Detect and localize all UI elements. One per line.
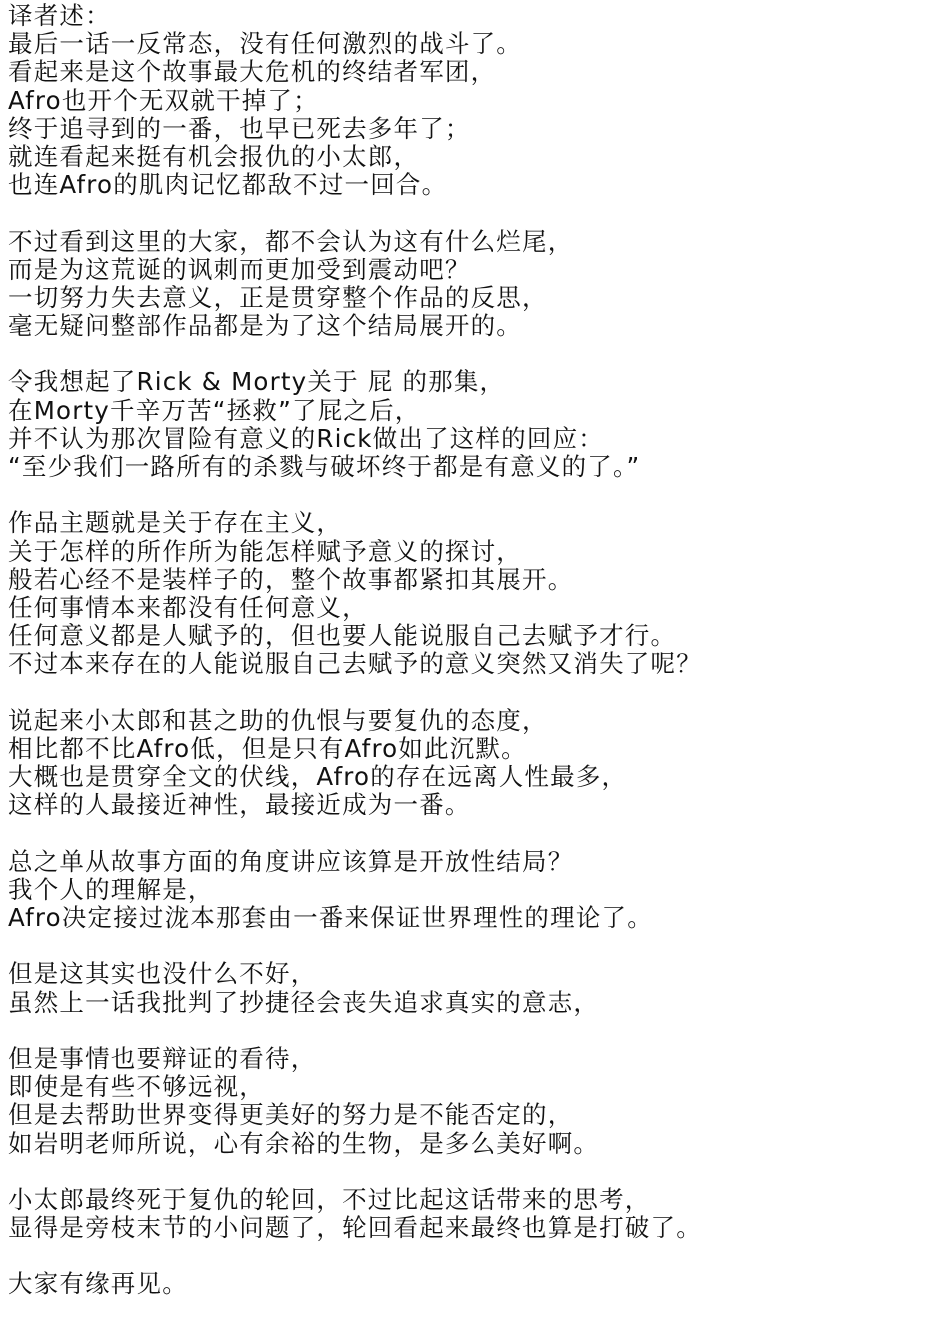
paragraph-gap bbox=[8, 1158, 933, 1186]
text-line: 我个人的理解是， bbox=[8, 874, 214, 904]
paragraph-6 bbox=[8, 848, 933, 933]
text-line: 终于追寻到的一番，也早已死去多年了； bbox=[8, 113, 471, 143]
text-line: 最后一话一反常态，没有任何激烈的战斗了。 bbox=[8, 29, 522, 59]
text-line: Afro也开个无双就干掉了； bbox=[8, 85, 319, 115]
text-line: 不过本来存在的人能说服自己去赋予的意义突然又消失了呢？ bbox=[8, 649, 702, 679]
text-line: 一切努力失去意义，正是贯穿整个作品的反思， bbox=[8, 282, 548, 312]
translator-note bbox=[8, 2, 933, 1299]
text-line: 看起来是这个故事最大危机的终结者军团， bbox=[8, 57, 497, 87]
note-title: 译者述： bbox=[8, 1, 111, 30]
text-line: 这样的人最接近神性，最接近成为一番。 bbox=[8, 790, 471, 820]
text-line: 小太郎最终死于复仇的轮回，不过比起这话带来的思考， bbox=[8, 1184, 651, 1214]
paragraph-gap bbox=[8, 932, 933, 960]
text-line: 但是这其实也没什么不好， bbox=[8, 959, 317, 989]
text-line: 令我想起了Rick & Morty关于 屁 的那集， bbox=[8, 367, 506, 397]
paragraph-9 bbox=[8, 1186, 933, 1242]
paragraph-7 bbox=[8, 960, 933, 1016]
text-line: 任何事情本来都没有任何意义， bbox=[8, 592, 368, 622]
text-line: 任何意义都是人赋予的，但也要人能说服自己去赋予才行。 bbox=[8, 621, 677, 651]
text-line: 大概也是贯穿全文的伏线，Afro的存在远离人性最多， bbox=[8, 762, 628, 792]
text-line: 般若心经不是装样子的，整个故事都紧扣其展开。 bbox=[8, 564, 574, 594]
text-line: 关于怎样的所作所为能怎样赋予意义的探讨， bbox=[8, 536, 522, 566]
text-line: 但是事情也要辩证的看待， bbox=[8, 1043, 317, 1073]
text-line: 而是为这荒诞的讽刺而更加受到震动吧？ bbox=[8, 254, 471, 284]
text-line: Afro决定接过泷本那套由一番来保证世界理性的理论了。 bbox=[8, 903, 653, 932]
text-line: 就连看起来挺有机会报仇的小太郎， bbox=[8, 141, 420, 171]
text-line: 毫无疑问整部作品都是为了这个结局展开的。 bbox=[8, 311, 522, 341]
text-line: 但是去帮助世界变得更美好的努力是不能否定的， bbox=[8, 1100, 574, 1130]
text-line: 相比都不比Afro低，但是只有Afro如此沉默。 bbox=[8, 733, 527, 763]
text-line: 在Morty千辛万苦“拯救”了屁之后， bbox=[8, 395, 421, 425]
paragraph-8 bbox=[8, 1045, 933, 1158]
paragraph-gap bbox=[8, 481, 933, 509]
paragraph-gap bbox=[8, 1017, 933, 1045]
paragraph-gap bbox=[8, 199, 933, 227]
paragraph-gap bbox=[8, 819, 933, 847]
paragraph-gap bbox=[8, 1242, 933, 1270]
paragraph-3 bbox=[8, 368, 933, 481]
text-line: 虽然上一话我批判了抄捷径会丧失追求真实的意志， bbox=[8, 987, 600, 1017]
text-line: 总之单从故事方面的角度讲应该算是开放性结局？ bbox=[8, 846, 574, 876]
paragraph-10 bbox=[8, 1270, 933, 1298]
text-line: “至少我们一路所有的杀戮与破坏终于都是有意义的了。” bbox=[8, 452, 641, 481]
paragraph-gap bbox=[8, 340, 933, 368]
paragraph-5 bbox=[8, 707, 933, 820]
text-line: 说起来小太郎和甚之助的仇恨与要复仇的态度， bbox=[8, 705, 548, 735]
text-line: 即使是有些不够远视， bbox=[8, 1072, 265, 1102]
text-line: 不过看到这里的大家，都不会认为这有什么烂尾， bbox=[8, 226, 574, 256]
paragraph-1 bbox=[8, 30, 933, 199]
text-line: 也连Afro的肌肉记忆都敌不过一回合。 bbox=[8, 170, 448, 200]
text-line: 作品主题就是关于存在主义， bbox=[8, 508, 343, 538]
paragraph-gap bbox=[8, 679, 933, 707]
text-line: 显得是旁枝末节的小问题了，轮回看起来最终也算是打破了。 bbox=[8, 1213, 702, 1243]
text-line: 如岩明老师所说，心有余裕的生物，是多么美好啊。 bbox=[8, 1128, 600, 1158]
paragraph-2 bbox=[8, 228, 933, 341]
text-line: 大家有缘再见。 bbox=[8, 1269, 188, 1299]
paragraph-4 bbox=[8, 509, 933, 678]
text-line: 并不认为那次冒险有意义的Rick做出了这样的回应： bbox=[8, 423, 604, 453]
